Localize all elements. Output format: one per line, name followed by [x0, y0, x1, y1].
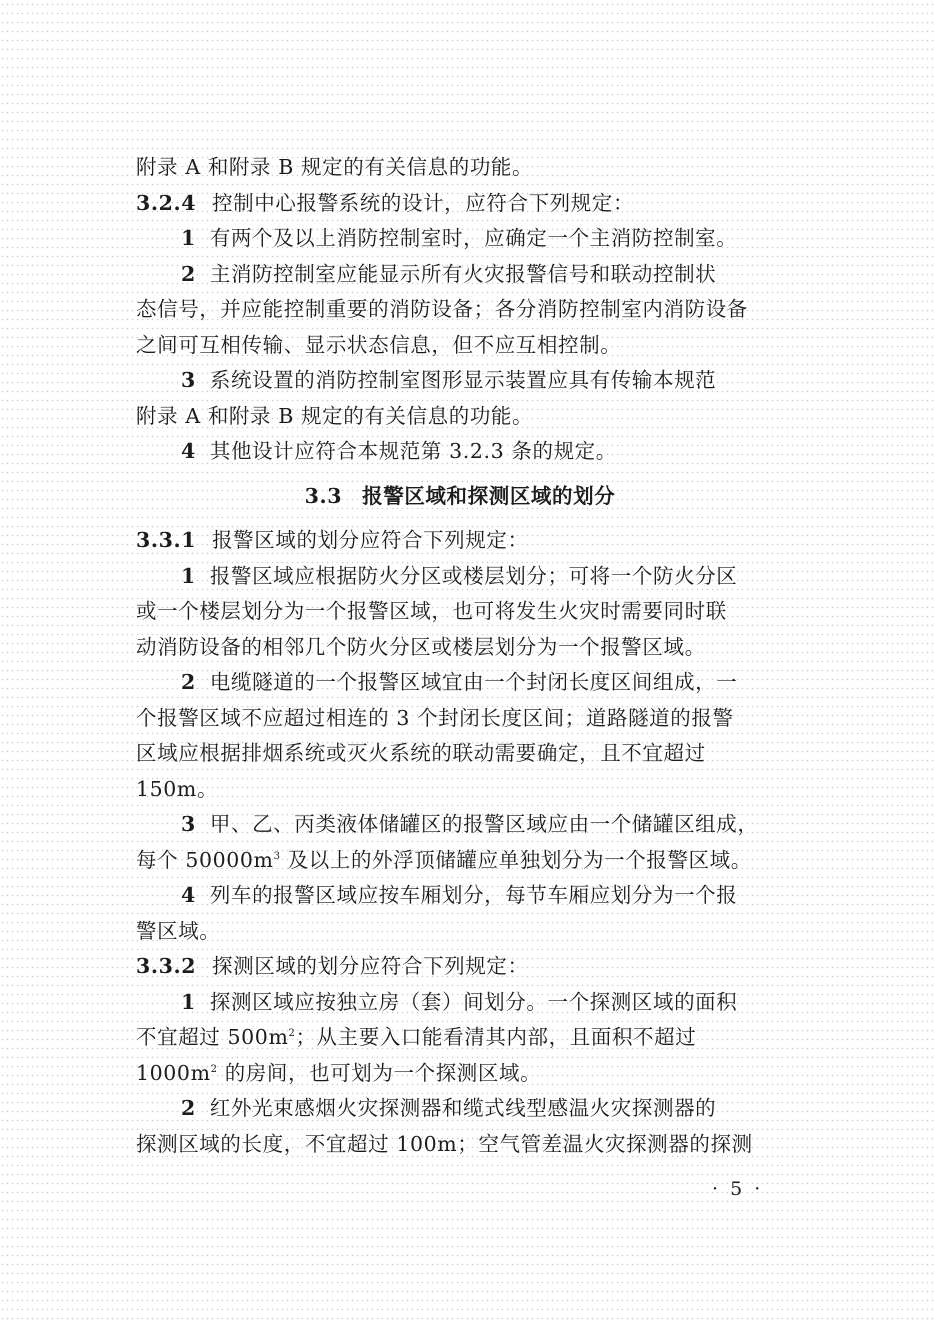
- text-line: 150m。: [136, 776, 219, 801]
- clause-number: 3.3.1: [136, 528, 197, 552]
- text-line: 附录 A 和附录 B 规定的有关信息的功能。: [136, 155, 534, 179]
- section-number: 3.3: [304, 483, 343, 508]
- item-number: 2: [181, 1096, 196, 1120]
- text-line: 动消防设备的相邻几个防火分区或楼层划分为一个报警区域。: [136, 634, 706, 659]
- text-line: 之间可互相传输、显示状态信息，但不应互相控制。: [136, 332, 622, 357]
- list-item: [136, 878, 784, 914]
- list-item: [136, 665, 784, 701]
- list-item: [136, 985, 784, 1021]
- item-text: 主消防控制室应能显示所有火灾报警信号和联动控制状: [209, 261, 717, 286]
- clause-number: 3.3.2: [136, 954, 197, 978]
- text-fragment: 不宜超过 500m: [136, 1025, 289, 1049]
- text-line: [136, 843, 784, 879]
- clause-text: 探测区域的划分应符合下列规定：: [212, 954, 529, 978]
- section-title: 报警区域和探测区域的划分: [362, 483, 616, 508]
- list-item: [136, 363, 784, 399]
- text-fragment: ；从主要入口能看清其内部，且面积不超过: [295, 1025, 697, 1049]
- item-number: 3: [181, 812, 196, 836]
- text-line: 警区域。: [136, 918, 221, 943]
- item-number: 4: [181, 439, 196, 463]
- list-item: [136, 1091, 784, 1127]
- text-line: 或一个楼层划分为一个报警区域，也可将发生火灾时需要同时联: [136, 599, 727, 623]
- text-line: 个报警区域不应超过相连的 3 个封闭长度区间；道路隧道的报警: [136, 705, 734, 730]
- list-item: [136, 221, 784, 257]
- item-text: 有两个及以上消防控制室时，应确定一个主消防控制室。: [209, 226, 738, 250]
- superscript: 2: [210, 1063, 218, 1075]
- clause-text: 控制中心报警系统的设计，应符合下列规定：: [212, 190, 635, 215]
- item-text: 电缆隧道的一个报警区域宜由一个封闭长度区间组成，一: [209, 670, 738, 694]
- clause-number: 3.2.4: [136, 190, 197, 215]
- clause-3-3-1: [136, 523, 784, 559]
- item-number: 3: [181, 368, 196, 392]
- text-fragment: 的房间，也可划为一个探测区域。: [217, 1060, 542, 1085]
- text-fragment: 1000m: [136, 1060, 211, 1085]
- superscript: 3: [273, 850, 281, 862]
- clause-3-2-4: [136, 186, 784, 222]
- section-heading: [136, 479, 784, 515]
- item-text: 甲、乙、丙类液体储罐区的报警区域应由一个储罐区组成，: [209, 812, 759, 836]
- item-text: 系统设置的消防控制室图形显示装置应具有传输本规范: [209, 368, 717, 392]
- list-item: [136, 257, 784, 293]
- list-item: [136, 807, 784, 843]
- superscript: 2: [288, 1028, 296, 1039]
- list-item: [136, 559, 784, 595]
- item-text: 红外光束感烟火灾探测器和缆式线型感温火灾探测器的: [209, 1096, 717, 1120]
- text-fragment: 及以上的外浮顶储罐应单独划分为一个报警区域。: [280, 847, 752, 872]
- page-number: · 5 ·: [712, 1178, 764, 1200]
- item-number: 1: [181, 563, 196, 588]
- clause-text: 报警区域的划分应符合下列规定：: [212, 528, 529, 552]
- item-text: 列车的报警区域应按车厢划分，每节车厢应划分为一个报: [209, 883, 738, 907]
- item-number: 2: [181, 261, 196, 286]
- text-line: 态信号，并应能控制重要的消防设备；各分消防控制室内消防设备: [136, 297, 748, 321]
- item-text: 探测区域应按独立房（套）间划分。一个探测区域的面积: [209, 989, 738, 1014]
- text-line: 附录 A 和附录 B 规定的有关信息的功能。: [136, 403, 534, 428]
- text-line: [136, 1056, 784, 1092]
- text-fragment: 每个 50000m: [136, 847, 274, 872]
- list-item: [136, 434, 784, 470]
- text-line: 区域应根据排烟系统或灭火系统的联动需要确定，且不宜超过: [136, 741, 706, 765]
- clause-3-3-2: [136, 949, 784, 985]
- item-text: 报警区域应根据防火分区或楼层划分；可将一个防火分区: [209, 563, 738, 588]
- item-text: 其他设计应符合本规范第 3.2.3 条的规定。: [209, 439, 617, 463]
- item-number: 1: [181, 989, 196, 1014]
- item-number: 2: [181, 670, 196, 694]
- text-line: [136, 1020, 784, 1056]
- item-number: 4: [181, 883, 196, 907]
- text-line: 探测区域的长度，不宜超过 100m；空气管差温火灾探测器的探测: [136, 1131, 753, 1156]
- item-number: 1: [181, 226, 196, 250]
- page-body: [136, 150, 784, 1162]
